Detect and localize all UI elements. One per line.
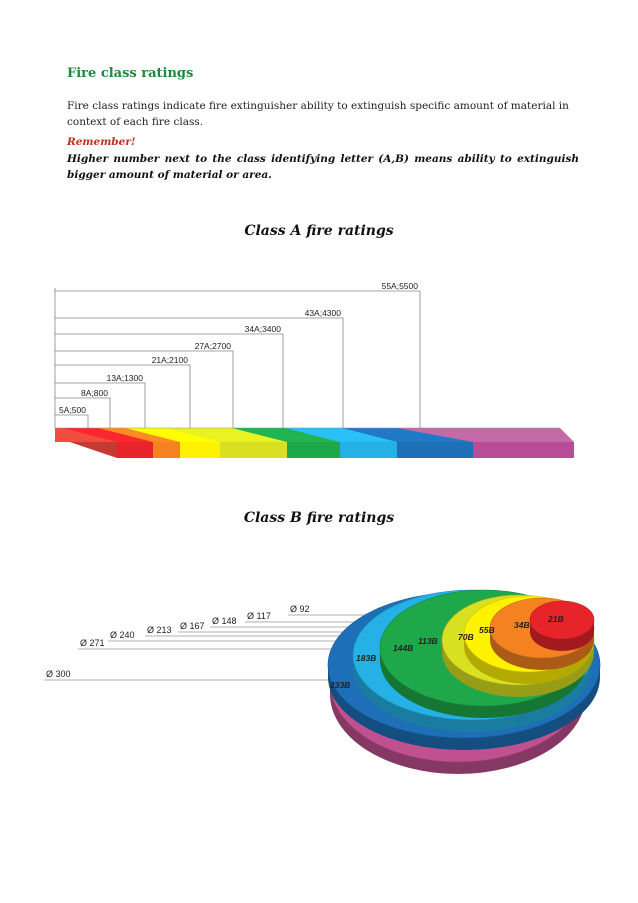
remember-note: Higher number next to the class identifying letter (A,B) means ability to extinguish bigger amount of material or area. xyxy=(67,153,579,181)
class-b-diameter-label: Ø 117 xyxy=(247,611,271,621)
class-a-bracket xyxy=(55,318,343,428)
class-a-rating-label: 5A;500 xyxy=(59,405,86,415)
class-a-segment xyxy=(117,442,153,458)
page-heading: Fire class ratings xyxy=(67,66,194,81)
class-b-diameter-label: Ø 92 xyxy=(290,604,310,614)
class-b-rating-label: 113B xyxy=(418,636,438,646)
class-b-title: Class B fire ratings xyxy=(243,510,395,526)
class-a-segment xyxy=(180,442,220,458)
class-a-rating-label: 43A;4300 xyxy=(304,308,341,318)
class-b-rating-label: 183B xyxy=(356,653,377,663)
class-a-segment xyxy=(397,442,473,458)
class-a-tail xyxy=(473,442,574,458)
class-a-rating-label: 21A;2100 xyxy=(151,355,188,365)
class-b-rating-label: 55B xyxy=(479,625,495,635)
class-a-rating-label: 55A;5500 xyxy=(381,281,418,291)
class-b-diameter-label: Ø 213 xyxy=(147,625,172,635)
class-b-diameter-label: Ø 240 xyxy=(110,630,135,640)
class-b-rating-label: 233B xyxy=(330,680,351,690)
intro-paragraph: Fire class ratings indicate fire extinguisher ability to extinguish specific amount of material in context of each fire class. xyxy=(67,100,569,128)
class-a-diagram xyxy=(0,270,638,480)
class-b-rating-label: 34B xyxy=(514,620,530,630)
class-b-diagram xyxy=(0,570,638,800)
class-a-rating-label: 27A;2700 xyxy=(194,341,231,351)
class-a-rating-label: 34A;3400 xyxy=(244,324,281,334)
class-a-rating-label: 13A;1300 xyxy=(106,373,143,383)
class-a-segment xyxy=(153,442,180,458)
class-a-rating-label: 8A;800 xyxy=(81,388,108,398)
class-b-rating-label: 144B xyxy=(393,643,414,653)
class-b-diameter-label: Ø 271 xyxy=(80,638,105,648)
class-a-bracket xyxy=(55,334,283,428)
class-a-title: Class A fire ratings xyxy=(244,223,394,239)
class-b-diameter-label: Ø 148 xyxy=(212,616,237,626)
class-b-rating-label: 21B xyxy=(548,614,564,624)
class-b-diameter-label: Ø 300 xyxy=(46,669,71,679)
class-a-segment xyxy=(287,442,340,458)
class-a-segment xyxy=(340,442,397,458)
class-b-rating-label: 70B xyxy=(458,632,474,642)
class-a-bracket xyxy=(55,415,88,428)
class-b-diameter-label: Ø 167 xyxy=(180,621,205,631)
class-a-segment xyxy=(220,442,287,458)
remember-label: Remember! xyxy=(67,136,136,148)
